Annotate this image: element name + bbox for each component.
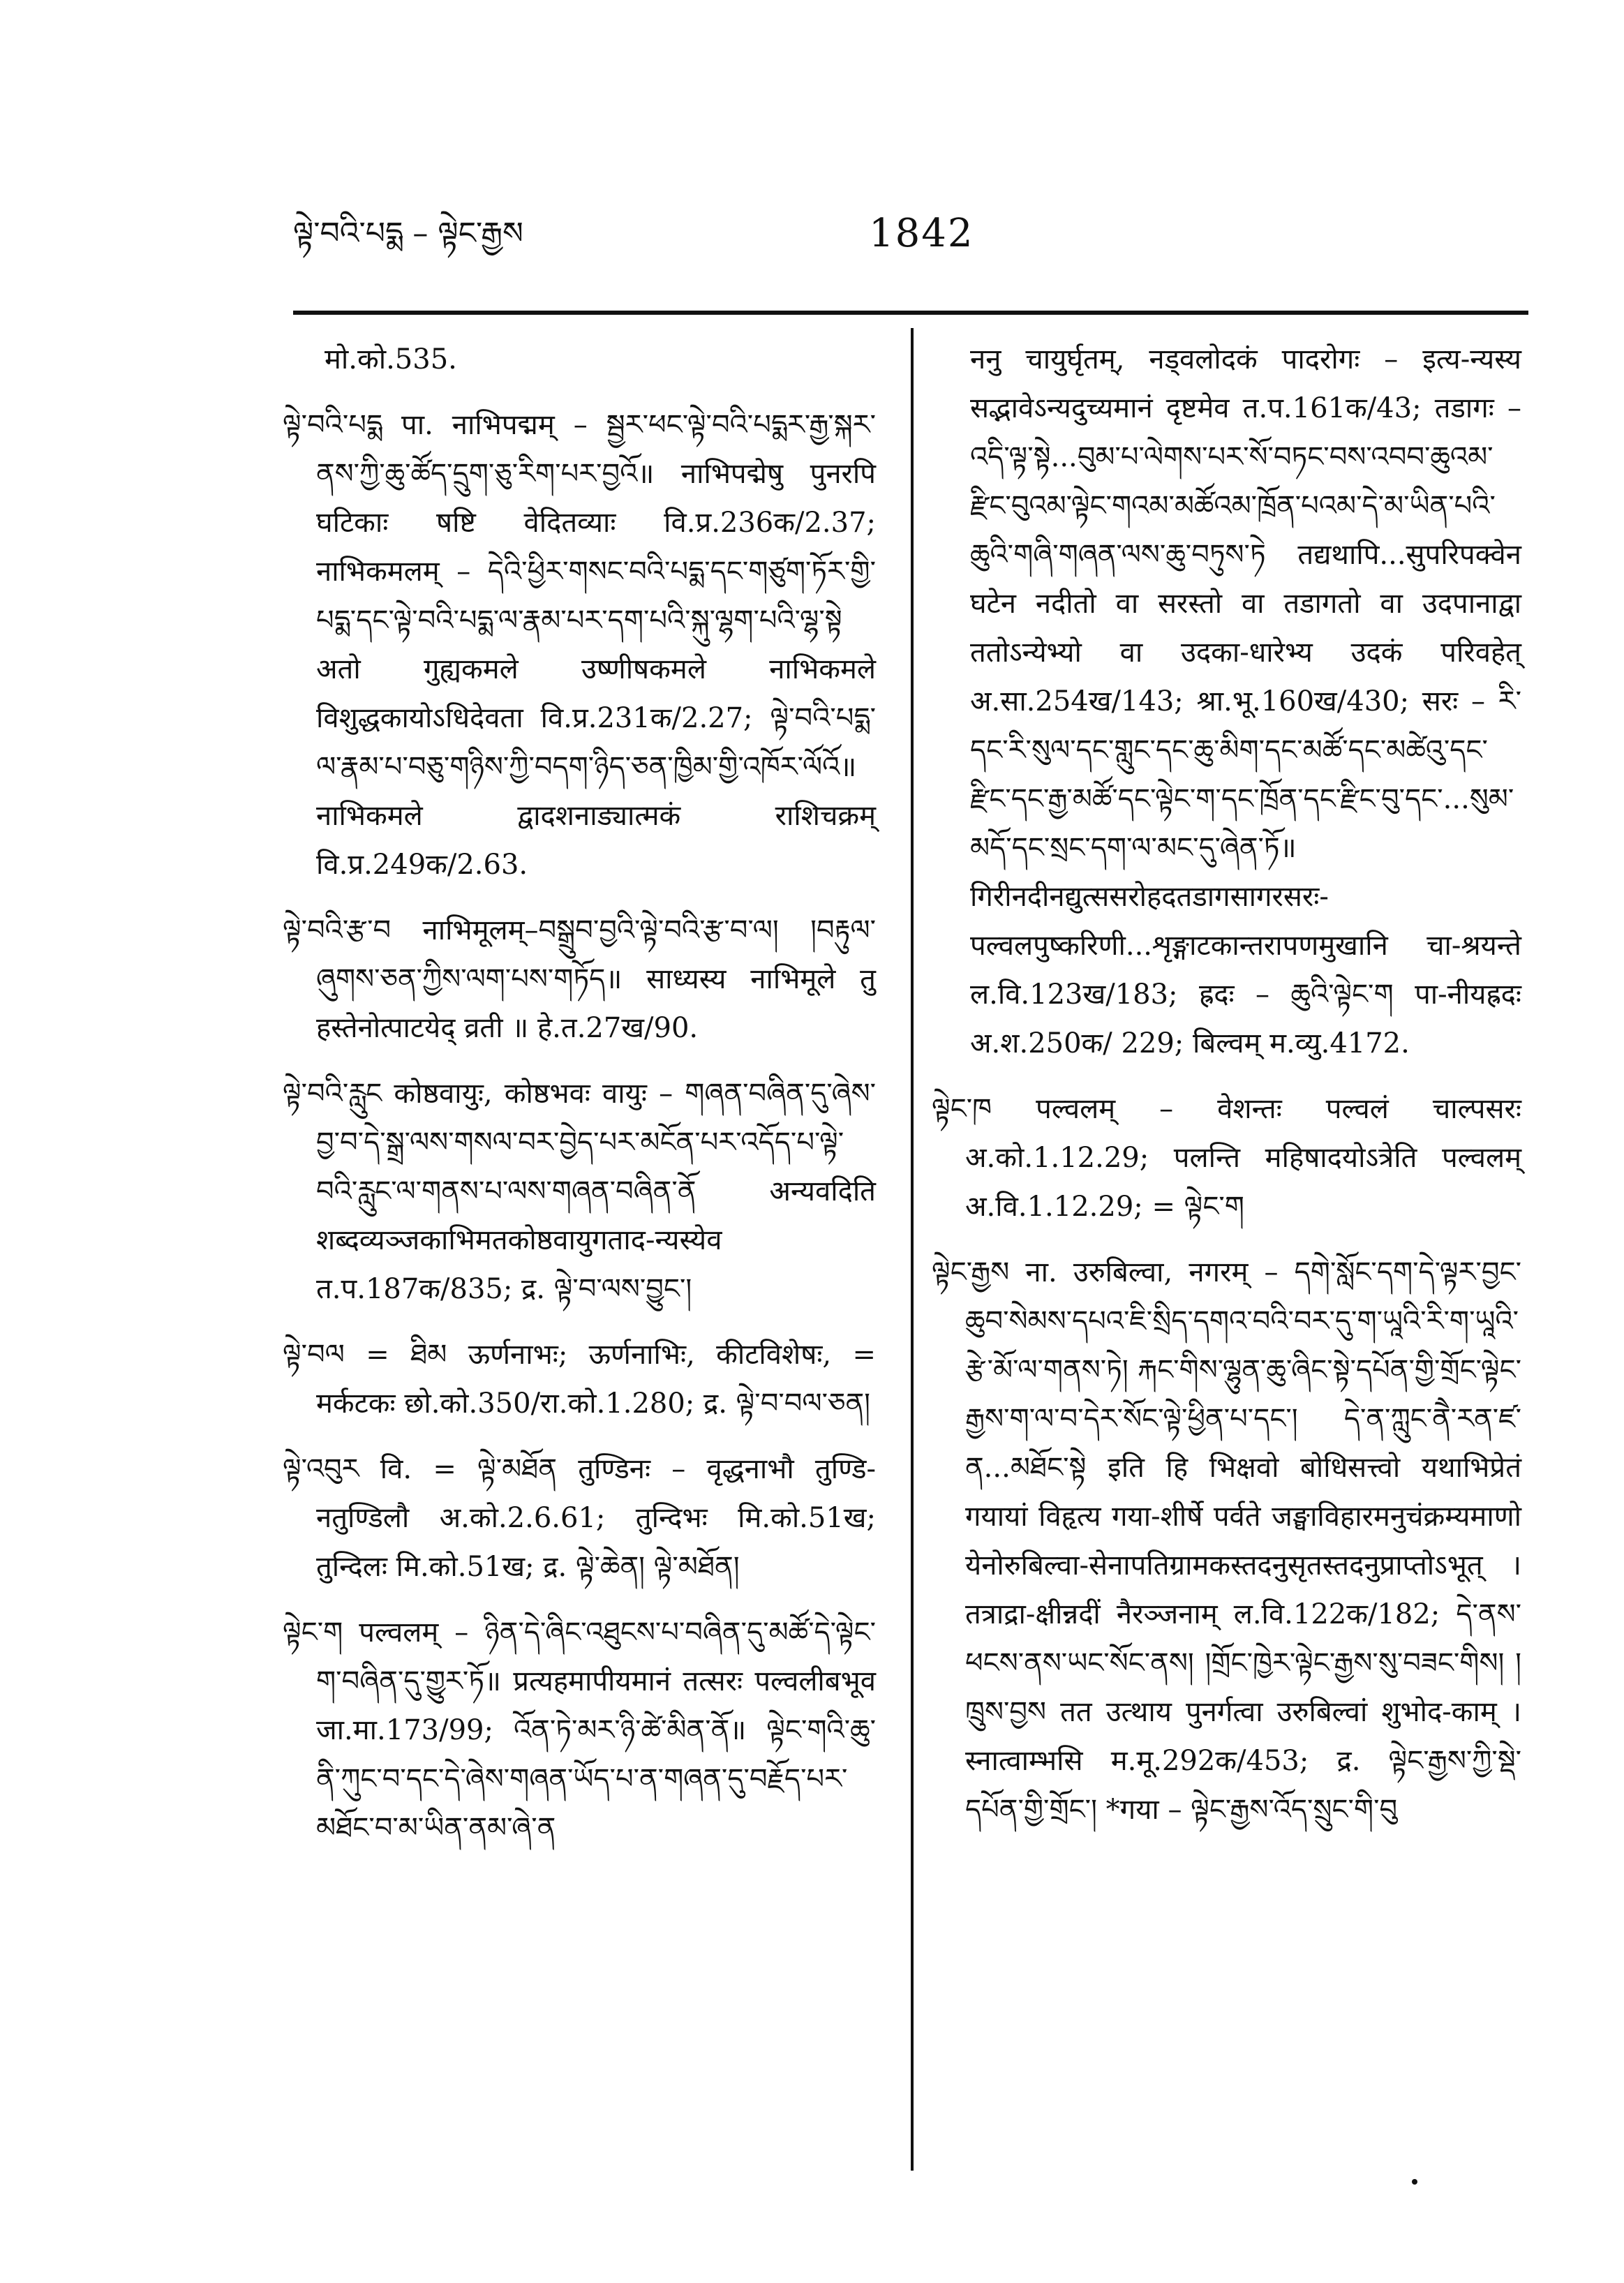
- dictionary-entry: ལྟེ་བའི་རྩ་བ नाभिमूलम्–བསྒྲུབ་བྱའི་ལྟེ་བའི་རྩ་བ་ལ། །བརྟུལ་ཞུགས་ཅན་ཀྱིས་ལག་པས་གཏོད॥ साध्यस्य नाभिमूले तु हस्तेनोत्पाटयेद् व्रती ॥ हे.त.27ख/90.: [283, 914, 876, 1044]
- dictionary-entry: ལྟེ་བལ = ཐིམ ऊर्णनाभः; ऊर्णनाभिः, कीटविशेषः, = मर्कटकः छो.को.350/रा.को.1.280; द्र. ལྟེ་བ་བལ་ཅན།: [283, 1339, 876, 1420]
- page-number: 1842: [869, 211, 974, 256]
- left-column: [283, 335, 876, 1869]
- right-column: [932, 335, 1521, 1851]
- ink-dot: [1412, 2179, 1417, 2185]
- header-rule: [293, 311, 1528, 315]
- running-title: ལྟེ་བའི་པདྨ – ལྟེང་རྒྱས: [293, 216, 523, 251]
- dictionary-entry: ननु चायुर्घृतम्, नड्वलोदकं पादरोगः – इत्य-न्यस्य सद्भावेऽन्यदुच्यमानं दृष्टमेव त.प.161क/43; तडागः – འདི་ལྟ་སྟེ...བུམ་པ་ལེགས་པར་སོ་བཏང་བས་འབབ་ཆུའམ་རྫིང་བུའམ་ལྟེང་གའམ་མཚོའམ་ཁྲོན་པའམ་དེ་མ་ཡིན་པའི་ཆུའི་གཞི་གཞན་ལས་ཆུ་བཏུས་ཏེ तद्यथापि...सुपरिपक्वेन घटेन नदीतो वा सरस्तो वा तडागतो वा उदपानाद्वा ततोऽन्येभ्यो वा उदका-धारेभ्य उदकं परिवहेत् अ.सा.254ख/143; श्रा.भू.160ख/430; सरः – རི་དང་རི་སུལ་དང་གླུང་དང་ཆུ་མིག་དང་མཚོ་དང་མཚེའུ་དང་རྫིང་དང་རྒྱ་མཚོ་དང་ལྟེང་ག་དང་ཁྲོན་དང་རྫིང་བུ་དང་...སུམ་མདོ་དང་སྲང་དག་ལ་མང་དུ་ཞེན་ཏོ॥ गिरीनदीनद्युत्ससरोहदतडागसागरसरः-पल्वलपुष्करिणी...शृङ्गाटकान्तरापणमुखानि चा-श्रयन्ते ल.वि.123ख/183; ह्रदः – ཆུའི་ལྟེང་ག पा-नीयह्रदः अ.श.250क/ 229; बिल्वम् म.व्यु.4172.: [970, 343, 1521, 1059]
- dictionary-entry: ལྟེང་རྒྱས ना. उरुबिल्वा, नगरम् – དགེ་སློང་དག་དེ་ལྟར་བྱང་ཆུབ་སེམས་དཔའ་ཇི་སྲིད་དགའ་བའི་བར་དུ་ག་ཡཱའི་རི་ག་ཡཱའི་རྩེ་མོ་ལ་གནས་ཏེ། རྐང་གིས་ལྷུན་ཆུ་ཞིང་སྟེ་དཔོན་གྱི་གྲོང་ལྟེང་རྒྱས་ག་ལ་བ་དེར་སོང་ལྟེ་ཕྱིན་པ་དང་། དེ་ན་ཀླུང་ནཻ་རན་ཛ་ན...མཐོང་སྟེ इति हि भिक्षवो बोधिसत्त्वो यथाभिप्रेतं गयायां विहृत्य गया-शीर्षे पर्वते जङ्घाविहारमनुचंक्रम्यमाणो येनोरुबिल्वा-सेनापतिग्रामकस्तदनुसृतस्तदनुप्राप्तोऽभूत् । तत्राद्रा-क्षीन्नदीं नैरञ्जनाम् ल.वि.122क/182; དེ་ནས་ཕངས་ནས་ཡང་སོང་ནས། །གྲོང་ཁྱེར་ལྟེང་རྒྱས་སུ་བཟང་གིས། །ཁྲུས་བྱས तत उत्थाय पुनर्गत्वा उरुबिल्वां शुभोद-काम् । स्नात्वाम्भसि म.मू.292क/453; द्र. ལྟེང་རྒྱས་ཀྱི་སྡེ་དཔོན་གྱི་གྲོང་། *गया – ལྟེང་རྒྱས་འོད་སྲུང་གི་བུ: [932, 1256, 1521, 1826]
- dictionary-entry: मो.को.535.: [325, 343, 457, 375]
- dictionary-entry: ལྟེང་ག पल्वलम् – ཉིན་དེ་ཞིང་འཐུངས་པ་བཞིན་དུ་མཚོ་དེ་ལྟེང་ག་བཞིན་དུ་གྱུར་ཏོ॥ प्रत्यहमापीयमानं तत्सरः पल्वलीबभूव जा.मा.173/99; འོན་ཏེ་མར་ཉི་ཚེ་མིན་ནོ॥ ལྟེང་གའི་ཆུ་ནི་ཀུང་བ་དང་དེ་ཞེས་གཞན་ཡོད་པ་ན་གཞན་དུ་བརྗོད་པར་མཐོང་བ་མ་ཡིན་ནམ་ཞེ་ན: [283, 1616, 876, 1844]
- dictionary-entry: ལྟེ་འབུར वि. = ལྟེ་མཐོན तुण्डिनः – वृद्धनाभौ तुण्डि-नतुण्डिलौ अ.को.2.6.61; तुन्दिभः मि.को.51ख; तुन्दिलः मि.को.51ख; द्र. ལྟེ་ཆེན། ལྟེ་མཐོན།: [283, 1453, 876, 1583]
- dictionary-entry: ལྟེ་བའི་རླུང कोष्ठवायुः, कोष्ठभवः वायुः – གཞན་བཞིན་དུ་ཞེས་བྱ་བ་དེ་སྒྲ་ལས་གསལ་བར་བྱེད་པར་མངོན་པར་འདོད་པ་ལྟེ་བའི་རླུང་ལ་གནས་པ་ལས་གཞན་བཞིན་ནོ अन्यवदिति शब्दव्यञ्जकाभिमतकोष्ठवायुगताद-न्यस्येव त.प.187क/835; द्र. ལྟེ་བ་ལས་བྱུང་།: [283, 1078, 876, 1305]
- dictionary-entry: ལྟེང་ཁ पल्वलम् – वेशन्तः पल्वलं चाल्पसरः अ.को.1.12.29; पलन्ति महिषादयोऽत्रेति पल्वलम् अ.वि.1.12.29; = ལྟེང་ག: [932, 1093, 1521, 1223]
- dictionary-entry: ལྟེ་བའི་པདྨ पा. नाभिपद्मम् – སྦྱར་ཕང་ལྟེ་བའི་པདྨར་རྒྱ་སྐར་ནས་ཀྱི་ཆུ་ཚོད་དྲུག་ཅུ་རིག་པར་བྱའོ॥ नाभिपद्मेषु पुनरपि घटिकाः षष्टि वेदितव्याः वि.प्र.236क/2.37; नाभिकमलम् – དེའི་ཕྱིར་གསང་བའི་པདྨ་དང་གཙུག་ཏོར་གྱི་པདྨ་དང་ལྟེ་བའི་པདྨ་ལ་རྣམ་པར་དག་པའི་སྐུ་ལྷག་པའི་ལྷ་སྟེ अतो गुह्यकमले उष्णीषकमले नाभिकमले विशुद्धकायोऽधिदेवता वि.प्र.231क/2.27; ལྟེ་བའི་པདྨ་ལ་རྣམ་པ་བཅུ་གཉིས་ཀྱི་བདག་ཉིད་ཅན་ཁྱིམ་གྱི་འཁོར་ལོའོ॥ नाभिकमले द्वादशनाड्यात्मकं राशिचक्रम् वि.प्र.249क/2.63.: [283, 409, 876, 881]
- column-divider: [911, 328, 914, 2171]
